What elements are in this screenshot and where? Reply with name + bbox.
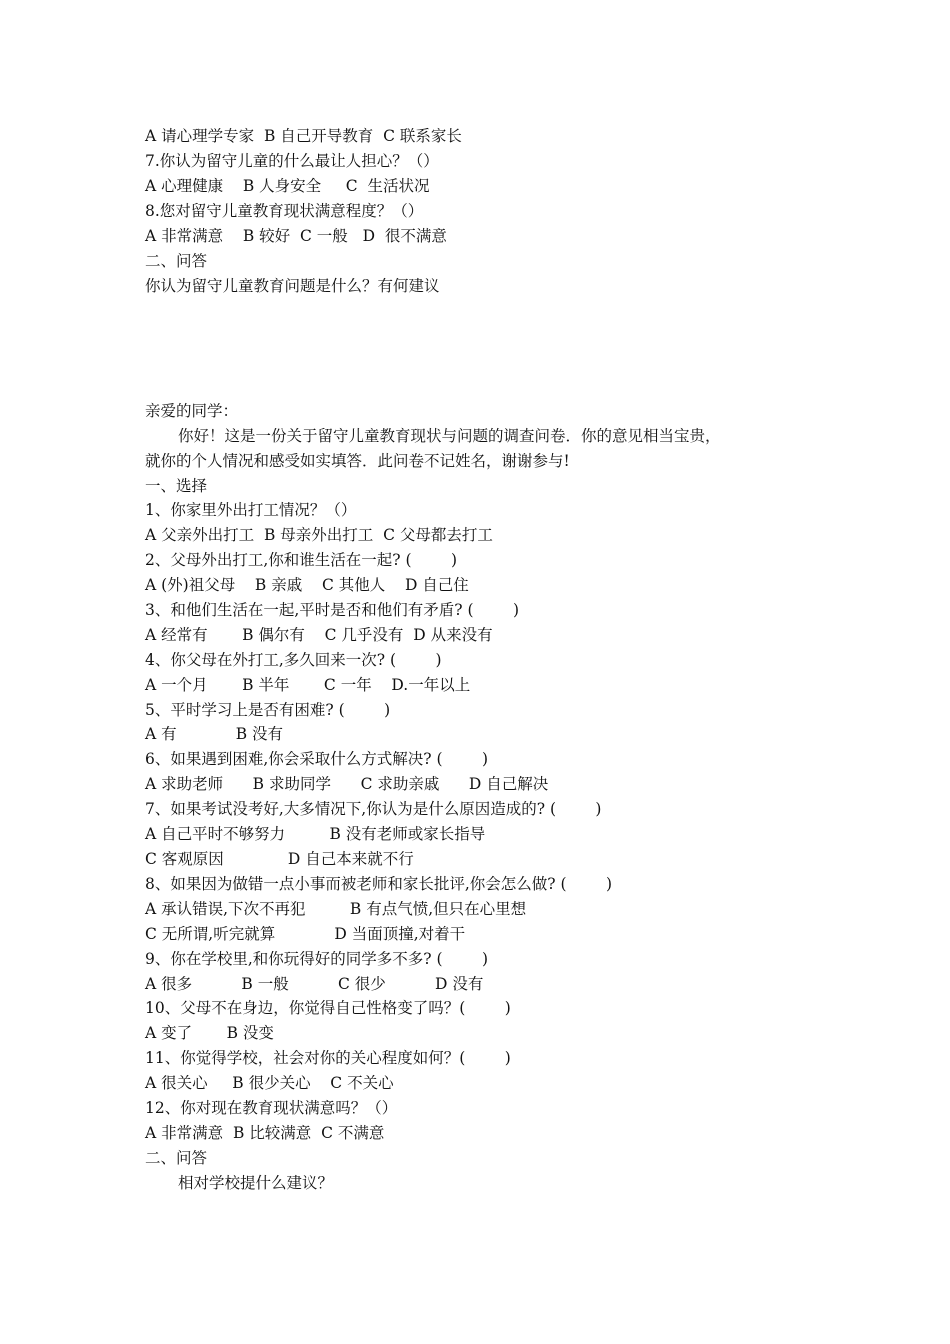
option-line: A 父亲外出打工 B 母亲外出打工 C 父母都去打工 bbox=[145, 526, 493, 544]
option-line: A 请心理学专家 B 自己开导教育 C 联系家长 bbox=[145, 127, 462, 145]
question-line: 1、你家里外出打工情况？（） bbox=[145, 501, 357, 519]
question-line: 6、如果遇到困难,你会采取什么方式解决? ( ) bbox=[145, 750, 489, 768]
qa-question: 相对学校提什么建议？ bbox=[178, 1174, 334, 1192]
option-line: A 心理健康 B 人身安全 C 生活状况 bbox=[145, 177, 430, 195]
question-line: 7、如果考试没考好,大多情况下,你认为是什么原因造成的? ( ) bbox=[145, 800, 602, 818]
question-line: 8.您对留守儿童教育现状满意程度？（） bbox=[145, 202, 424, 220]
question-line: 11、你觉得学校，社会对你的关心程度如何？( ) bbox=[145, 1049, 511, 1067]
intro-paragraph-line-1: 你好！这是一份关于留守儿童教育现状与问题的调查问卷．你的意见相当宝贵， bbox=[178, 427, 721, 445]
question-line: 8、如果因为做错一点小事而被老师和家长批评,你会怎么做? ( ) bbox=[145, 875, 613, 893]
greeting: 亲爱的同学： bbox=[145, 402, 239, 420]
question-line: 10、父母不在身边，你觉得自己性格变了吗？( ) bbox=[145, 999, 511, 1017]
option-line: A 求助老师 B 求助同学 C 求助亲戚 D 自己解决 bbox=[145, 775, 549, 793]
option-line: A 自己平时不够努力 B 没有老师或家长指导 bbox=[145, 825, 486, 843]
option-line: A 很多 B 一般 C 很少 D 没有 bbox=[145, 975, 484, 993]
section-heading: 二、问答 bbox=[145, 252, 208, 270]
qa-question: 你认为留守儿童教育问题是什么？有何建议 bbox=[145, 277, 440, 295]
question-line: 5、平时学习上是否有困难? ( ) bbox=[145, 701, 391, 719]
option-line: A 承认错误,下次不再犯 B 有点气愤,但只在心里想 bbox=[145, 900, 527, 918]
intro-paragraph-line-2: 就你的个人情况和感受如实填答．此问卷不记姓名，谢谢参与! bbox=[145, 452, 570, 470]
option-line: A 非常满意 B 较好 C 一般 D 很不满意 bbox=[145, 227, 447, 245]
option-line: A 很关心 B 很少关心 C 不关心 bbox=[145, 1074, 394, 1092]
question-line: 2、父母外出打工,你和谁生活在一起? ( ) bbox=[145, 551, 458, 569]
question-line: 3、和他们生活在一起,平时是否和他们有矛盾? ( ) bbox=[145, 601, 520, 619]
section-heading: 一、选择 bbox=[145, 477, 208, 495]
section-heading: 二、问答 bbox=[145, 1149, 208, 1167]
option-line: A 非常满意 B 比较满意 C 不满意 bbox=[145, 1124, 385, 1142]
question-line: 9、你在学校里,和你玩得好的同学多不多? ( ) bbox=[145, 950, 489, 968]
option-line: C 客观原因 D 自己本来就不行 bbox=[145, 850, 414, 868]
option-line: A (外)祖父母 B 亲戚 C 其他人 D 自己住 bbox=[145, 576, 469, 594]
option-line: A 变了 B 没变 bbox=[145, 1024, 274, 1042]
option-line: C 无所谓,听完就算 D 当面顶撞,对着干 bbox=[145, 925, 466, 943]
option-line: A 经常有 B 偶尔有 C 几乎没有 D 从来没有 bbox=[145, 626, 493, 644]
question-line: 4、你父母在外打工,多久回来一次? ( ) bbox=[145, 651, 442, 669]
option-line: A 有 B 没有 bbox=[145, 725, 284, 743]
option-line: A 一个月 B 半年 C 一年 D.一年以上 bbox=[145, 676, 471, 694]
question-line: 12、你对现在教育现状满意吗？（） bbox=[145, 1099, 398, 1117]
question-line: 7.你认为留守儿童的什么最让人担心？（） bbox=[145, 152, 439, 170]
